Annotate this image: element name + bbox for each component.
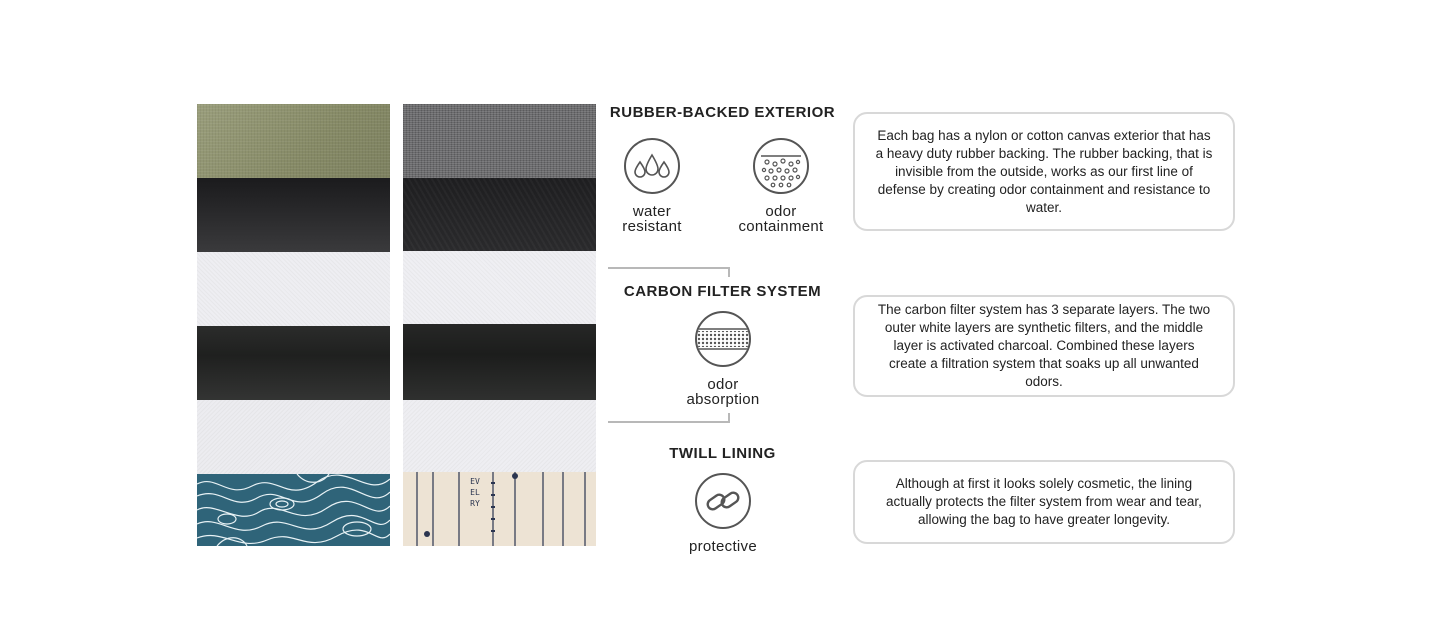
- black-rubber-swatch: [197, 178, 390, 252]
- white-filter-swatch-b-bottom: [403, 400, 596, 472]
- heading-twill-lining: TWILL LINING: [669, 445, 776, 462]
- swatch-brand-text: EVELRY: [470, 477, 480, 508]
- feature-odor-containment: [711, 138, 851, 234]
- feature-protective: [653, 473, 793, 554]
- feature-label: odor containment: [738, 203, 824, 235]
- feature-odor-absorption: [653, 311, 793, 407]
- chain-link-icon: [695, 473, 751, 529]
- charcoal-filter-swatch-b: [403, 324, 596, 400]
- description-twill-lining: Although at first it looks solely cosmetic, the lining actually protects the filter system from wear and tear, allowing the bag to have greater longevity.: [853, 460, 1235, 544]
- description-carbon-filter-system: The carbon filter system has 3 separate layers. The two outer white layers are synthetic filters, and the middle layer is activated charcoal. Combined these layers create a filtration system that soaks up all unwanted odors.: [853, 295, 1235, 397]
- striped-lining-swatch: [403, 472, 596, 546]
- swatch-column-a: [197, 104, 390, 546]
- white-filter-swatch-top: [197, 252, 390, 326]
- feature-water-resistant: [582, 138, 722, 234]
- heading-carbon-filter-system: CARBON FILTER SYSTEM: [623, 283, 822, 300]
- charcoal-filter-swatch: [197, 326, 390, 400]
- feature-label: odor absorption: [686, 376, 760, 408]
- black-rubber-swatch-b: [403, 178, 596, 251]
- white-filter-swatch-b-top: [403, 251, 596, 324]
- gray-canvas-swatch: [403, 104, 596, 178]
- carbon-mesh-icon: [695, 311, 751, 367]
- topographic-lining-swatch: [197, 474, 390, 546]
- feature-label: water resistant: [622, 203, 682, 235]
- swatch-column-b: [403, 104, 596, 546]
- olive-canvas-swatch: [197, 104, 390, 178]
- heading-rubber-backed-exterior: RUBBER-BACKED EXTERIOR: [609, 104, 836, 121]
- connector-line: [608, 267, 730, 277]
- odor-dots-icon: [753, 138, 809, 194]
- description-rubber-backed-exterior: Each bag has a nylon or cotton canvas exterior that has a heavy duty rubber backing. The rubber backing, that is invisible from the outside, works as our first line of defense by creating odor containment and resistance to water.: [853, 112, 1235, 231]
- feature-label: protective: [688, 538, 758, 555]
- white-filter-swatch-bottom: [197, 400, 390, 474]
- connector-line: [608, 413, 730, 423]
- water-drops-icon: [624, 138, 680, 194]
